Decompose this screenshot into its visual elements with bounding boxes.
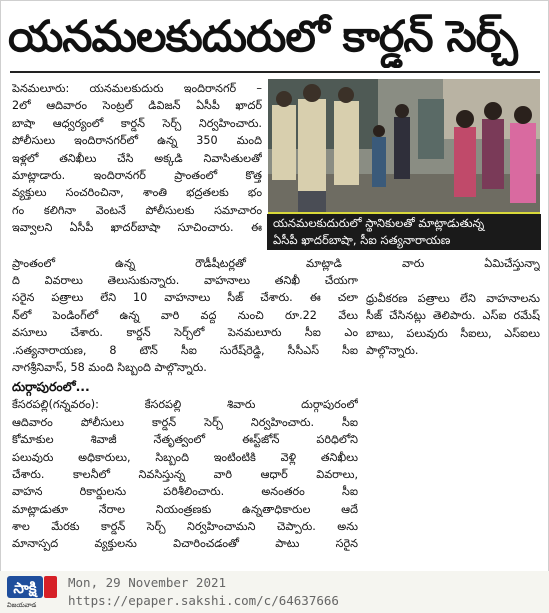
article-left-column [12,80,262,237]
text-line: కోమాకుల శివాజీ నేతృత్వంలో ఈస్ట్‌జోన్ పరిధిలోని [12,433,358,447]
text-line: మాట్లాడారు. ఇందిరానగర్ ప్రాంతంలో కొత్త [12,168,262,182]
text-line: ప్రాంతంలో ఉన్న రౌడీషీటర్లతో మాట్లాడి వారు ఏమిచేస్తున్నా [12,257,540,270]
text-line: కేసరపల్లి(గన్నవరం): కేసరపల్లి శివారు దుర్గాపురంలో [12,398,358,412]
text-line: ధ్రువీకరణ పత్రాలు లేని వాహనాలను [366,292,540,305]
text-line: మానాస్పద వ్యక్తులను విచారించడంతో పాటు సరైన [12,537,358,551]
text-line: ఆదివారం పోలీసులు కార్డన్ సెర్చ్ నిర్వహించారు. సీఐ [12,415,358,429]
text-line: 2లో ఆదివారం సెంట్రల్ డివిజన్ ఏసీపీ ఖాదర్ [12,99,262,113]
text-line: .సత్యనారాయణ, 8 టౌన్ సీఐ సురేష్‌రెడ్డి, సీసీఎస్ సీఐ [12,343,358,357]
text-line: శాల మేరకు కార్డన్ సెర్చ్ నిర్వహించామని చెప్పారు. అను [12,520,358,534]
article-right-column [366,290,540,360]
text-line: మాట్లాడుతూ నేరాల నియంత్రణకు ఉన్నతాధికారుల ఆదే [12,502,358,516]
headline-rule [10,71,540,73]
epaper-url[interactable]: https://epaper.sakshi.com/c/64637666 [68,593,339,608]
headline: యనమలకుదురులో కార్డన్ సెర్చ్ [8,12,517,62]
text-line: సరైన పత్రాలు లేని 10 వాహనాలు సీజ్ చేశారు. ఈ చలా [12,291,358,305]
footer-meta [68,574,339,610]
article-lower-column [12,272,358,553]
text-line: నాగశ్రీనివాస్, 58 మంది సిబ్బంది పాల్గొన్నారు. [12,360,207,374]
news-photo [268,79,540,212]
article-continuation [12,255,540,272]
text-line: గం కలిగినా వెంటనే పోలీసులకు సమాచారం [12,203,262,217]
logo-subtitle: విజయవాడ [7,601,37,609]
text-line: ఇవ్వాలని ఏసీపీ ఖాదర్‌బాషా సూచించారు. ఈ [12,221,262,235]
text-line: వసూలు చేశారు. కార్డన్ సెర్చ్‌లో పెనమలూరు సీఐ ఎం [12,326,358,340]
text-line: పాల్గొన్నారు. [366,344,419,358]
text-line: బాషా ఆధ్వర్యంలో కార్డన్ సెర్చ్ నిర్వహించారు. [12,116,262,130]
section-heading: దుర్గాపురంలో... [12,379,90,395]
publication-date: Mon, 29 November 2021 [68,575,227,590]
logo-text: సాక్షి [13,579,37,597]
text-line: చేశారు. కాలనీలో నివసిస్తున్న వారి ఆధార్ వివరాలు, [12,467,358,481]
text-line: ది వివరాలు తెలుసుకున్నారు. వాహనాలు తనిఖీ చేయగా [12,274,358,287]
text-line: పోలీసులు ఇందిరానగర్‌లో ఉన్న 350 మంది [12,134,262,148]
text-line: వాహన రికార్డులను పరిశీలించారు. అనంతరం సీఐ [12,485,358,499]
police-officers-photo [268,79,540,212]
photo-caption [267,214,541,250]
text-line: సీజ్ చేసినట్లు తెలిపారు. ఎస్ఐ రమేష్ [366,309,540,323]
text-line: పెనమలూరు: యనమలకుదురు ఇందిరానగర్ – [12,82,262,95]
caption-line: ఏసీపీ ఖాదర్‌బాషా, సీఐ సత్యనారాయణ [273,233,451,247]
caption-line: యనమలకుదురులో స్థానికులతో మాట్లాడుతున్న [273,216,485,230]
text-line: బాబు, పలువురు సీఐలు, ఎస్ఐలు [366,326,540,340]
text-line: పలువురు అధికారులు, సిబ్బంది ఇంటింటికి వెళ్లి తనిఖీలు [12,450,358,464]
text-line: న్‌లో పెండింగ్‌లో ఉన్న వారి వద్ద నుంచి రూ.22 వేలు [12,308,358,322]
text-line: ఇళ్లలో తనిఖీలు చేసి అక్కడి నివాసితులతో [12,151,262,165]
text-line: వ్యక్తులు సంచరించినా, శాంతి భద్రతలకు భం [12,186,262,200]
